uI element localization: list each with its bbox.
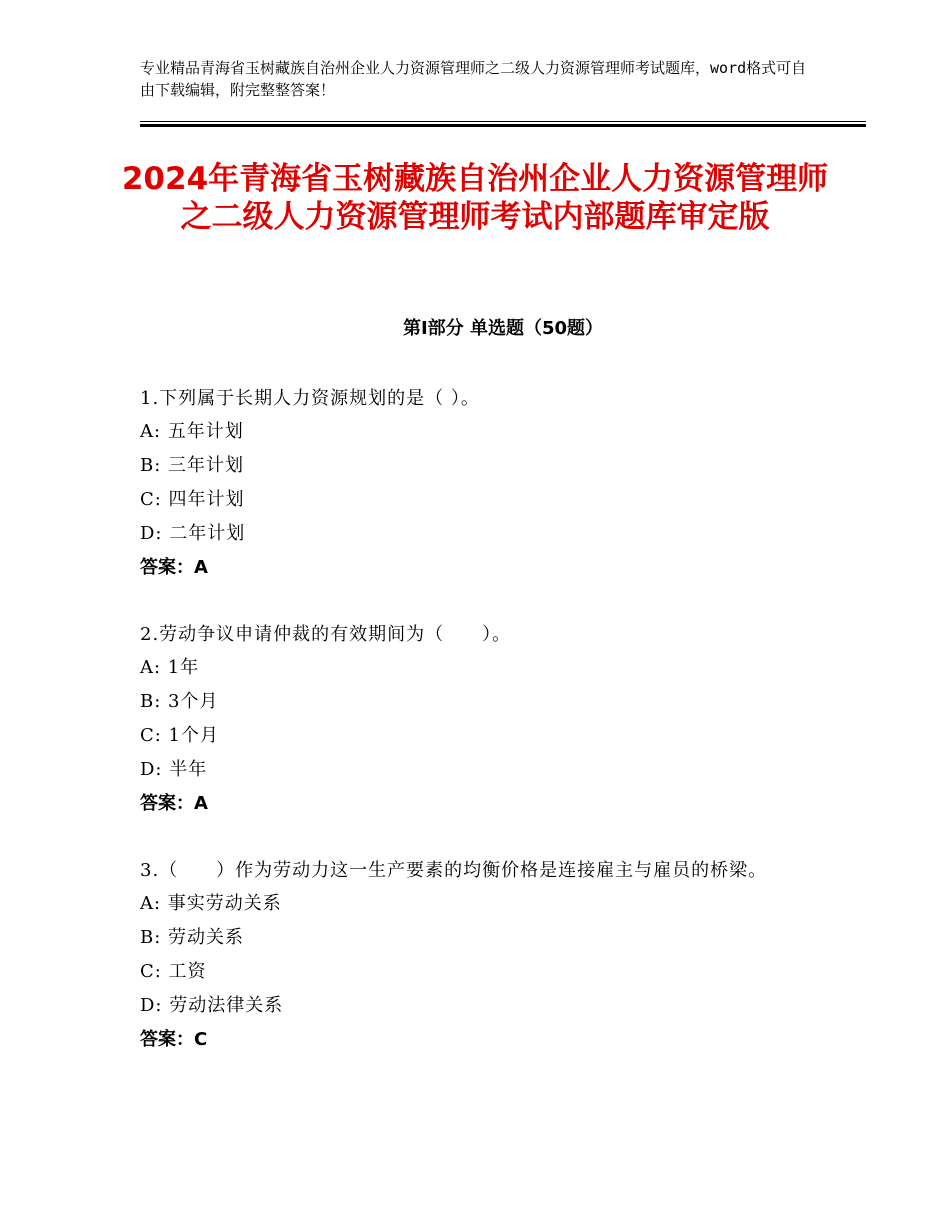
option-c: C: 工资 <box>140 961 207 982</box>
question-stem: 1.下列属于长期人力资源规划的是（ ）。 <box>140 388 480 409</box>
question-3 <box>140 855 820 1057</box>
option-c: C: 四年计划 <box>140 489 245 510</box>
option-b: B: 3个月 <box>140 691 219 712</box>
answer: 答案：C <box>140 1029 208 1050</box>
option-a: A: 事实劳动关系 <box>140 893 282 914</box>
question-list <box>140 383 820 1091</box>
section-heading: 第Ⅰ部分 单选题（50题） <box>402 318 603 339</box>
option-a: A: 五年计划 <box>140 421 244 442</box>
option-b: B: 劳动关系 <box>140 927 245 948</box>
question-stem: 2.劳动争议申请仲裁的有效期间为（ ）。 <box>140 624 512 645</box>
answer: 答案：A <box>140 557 208 578</box>
option-b: B: 三年计划 <box>140 455 245 476</box>
option-d: D: 劳动法律关系 <box>140 995 284 1016</box>
option-a: A: 1年 <box>140 657 200 678</box>
header-rule-thin <box>140 121 866 122</box>
header-rule-thick <box>140 124 866 127</box>
option-d: D: 二年计划 <box>140 523 246 544</box>
question-stem: 3.（ ）作为劳动力这一生产要素的均衡价格是连接雇主与雇员的桥梁。 <box>140 860 768 881</box>
question-1 <box>140 383 820 585</box>
header-note: 专业精品青海省玉树藏族自治州企业人力资源管理师之二级人力资源管理师考试题库，word格式可自由下载编辑，附完整整答案！ <box>140 59 807 99</box>
document-title: 2024年青海省玉树藏族自治州企业人力资源管理师之二级人力资源管理师考试内部题库审定版 <box>121 161 829 235</box>
option-c: C: 1个月 <box>140 725 220 746</box>
question-2 <box>140 619 820 821</box>
answer: 答案：A <box>140 793 208 814</box>
option-d: D: 半年 <box>140 759 208 780</box>
